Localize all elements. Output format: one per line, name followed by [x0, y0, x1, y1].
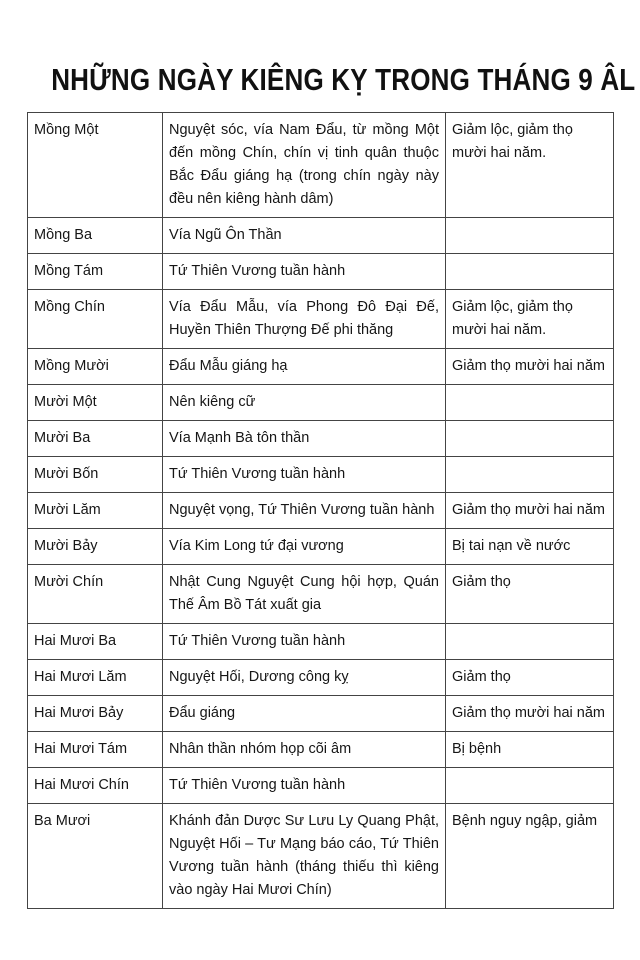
day-cell: Hai Mươi Tám — [28, 732, 163, 768]
effect-cell — [446, 768, 614, 804]
effect-cell: Giảm thọ — [446, 565, 614, 624]
event-cell: Đẩu Mẫu giáng hạ — [163, 349, 446, 385]
day-cell: Mười Lăm — [28, 493, 163, 529]
table-row — [28, 254, 614, 290]
table-row — [28, 385, 614, 421]
event-cell: Tứ Thiên Vương tuần hành — [163, 254, 446, 290]
table-row — [28, 290, 614, 349]
day-cell: Ba Mươi — [28, 804, 163, 909]
event-cell: Vía Mạnh Bà tôn thần — [163, 421, 446, 457]
day-cell: Mồng Mười — [28, 349, 163, 385]
table-row — [28, 565, 614, 624]
effect-cell — [446, 385, 614, 421]
effect-cell: Giảm thọ mười hai năm — [446, 349, 614, 385]
event-cell: Tứ Thiên Vương tuần hành — [163, 624, 446, 660]
table-row — [28, 660, 614, 696]
effect-cell — [446, 218, 614, 254]
event-cell: Nguyệt vọng, Tứ Thiên Vương tuần hành — [163, 493, 446, 529]
table-row — [28, 804, 614, 909]
table-row — [28, 529, 614, 565]
effect-cell — [446, 421, 614, 457]
page-title: NHỮNG NGÀY KIÊNG KỴ TRONG THÁNG 9 ÂL — [51, 62, 636, 97]
day-cell: Mồng Một — [28, 113, 163, 218]
day-cell: Hai Mươi Bảy — [28, 696, 163, 732]
day-cell: Mười Bốn — [28, 457, 163, 493]
day-cell: Mười Chín — [28, 565, 163, 624]
event-cell: Vía Đẩu Mẫu, vía Phong Đô Đại Đế, Huyền Thiên Thượng Đế phi thăng — [163, 290, 446, 349]
event-cell: Nguyệt Hối, Dương công kỵ — [163, 660, 446, 696]
table-row — [28, 349, 614, 385]
effect-cell — [446, 254, 614, 290]
event-cell: Nhân thần nhóm họp cõi âm — [163, 732, 446, 768]
day-cell: Mười Một — [28, 385, 163, 421]
day-cell: Mười Ba — [28, 421, 163, 457]
day-cell: Hai Mươi Ba — [28, 624, 163, 660]
effect-cell — [446, 457, 614, 493]
effect-cell: Bị bệnh — [446, 732, 614, 768]
effect-cell — [446, 624, 614, 660]
day-cell: Mồng Ba — [28, 218, 163, 254]
event-cell: Vía Kim Long tứ đại vương — [163, 529, 446, 565]
effect-cell: Giảm lộc, giảm thọ mười hai năm. — [446, 290, 614, 349]
table-row — [28, 493, 614, 529]
event-cell: Khánh đản Dược Sư Lưu Ly Quang Phật, Nguyệt Hối – Tư Mạng báo cáo, Tứ Thiên Vương tuần hành (tháng thiếu thì kiêng vào ngày Hai Mươi Chín) — [163, 804, 446, 909]
effect-cell: Giảm thọ mười hai năm — [446, 696, 614, 732]
effect-cell: Bệnh nguy ngập, giảm — [446, 804, 614, 909]
taboo-days-table — [27, 112, 614, 909]
event-cell: Nguyệt sóc, vía Nam Đẩu, từ mồng Một đến mồng Chín, chín vị tinh quân thuộc Bắc Đẩu giáng hạ (trong chín ngày này đều nên kiêng hành dâm) — [163, 113, 446, 218]
day-cell: Hai Mươi Chín — [28, 768, 163, 804]
table-row — [28, 457, 614, 493]
table-row — [28, 624, 614, 660]
table-row — [28, 768, 614, 804]
day-cell: Mồng Tám — [28, 254, 163, 290]
table-row — [28, 421, 614, 457]
event-cell: Đẩu giáng — [163, 696, 446, 732]
day-cell: Mười Bảy — [28, 529, 163, 565]
effect-cell: Giảm thọ mười hai năm — [446, 493, 614, 529]
event-cell: Vía Ngũ Ôn Thần — [163, 218, 446, 254]
event-cell: Nên kiêng cữ — [163, 385, 446, 421]
effect-cell: Giảm lộc, giảm thọ mười hai năm. — [446, 113, 614, 218]
table-row — [28, 732, 614, 768]
event-cell: Tứ Thiên Vương tuần hành — [163, 457, 446, 493]
event-cell: Tứ Thiên Vương tuần hành — [163, 768, 446, 804]
effect-cell: Bị tai nạn về nước — [446, 529, 614, 565]
table-row — [28, 696, 614, 732]
event-cell: Nhật Cung Nguyệt Cung hội hợp, Quán Thế Âm Bồ Tát xuất gia — [163, 565, 446, 624]
table-row — [28, 113, 614, 218]
table-row — [28, 218, 614, 254]
day-cell: Hai Mươi Lăm — [28, 660, 163, 696]
effect-cell: Giảm thọ — [446, 660, 614, 696]
day-cell: Mồng Chín — [28, 290, 163, 349]
